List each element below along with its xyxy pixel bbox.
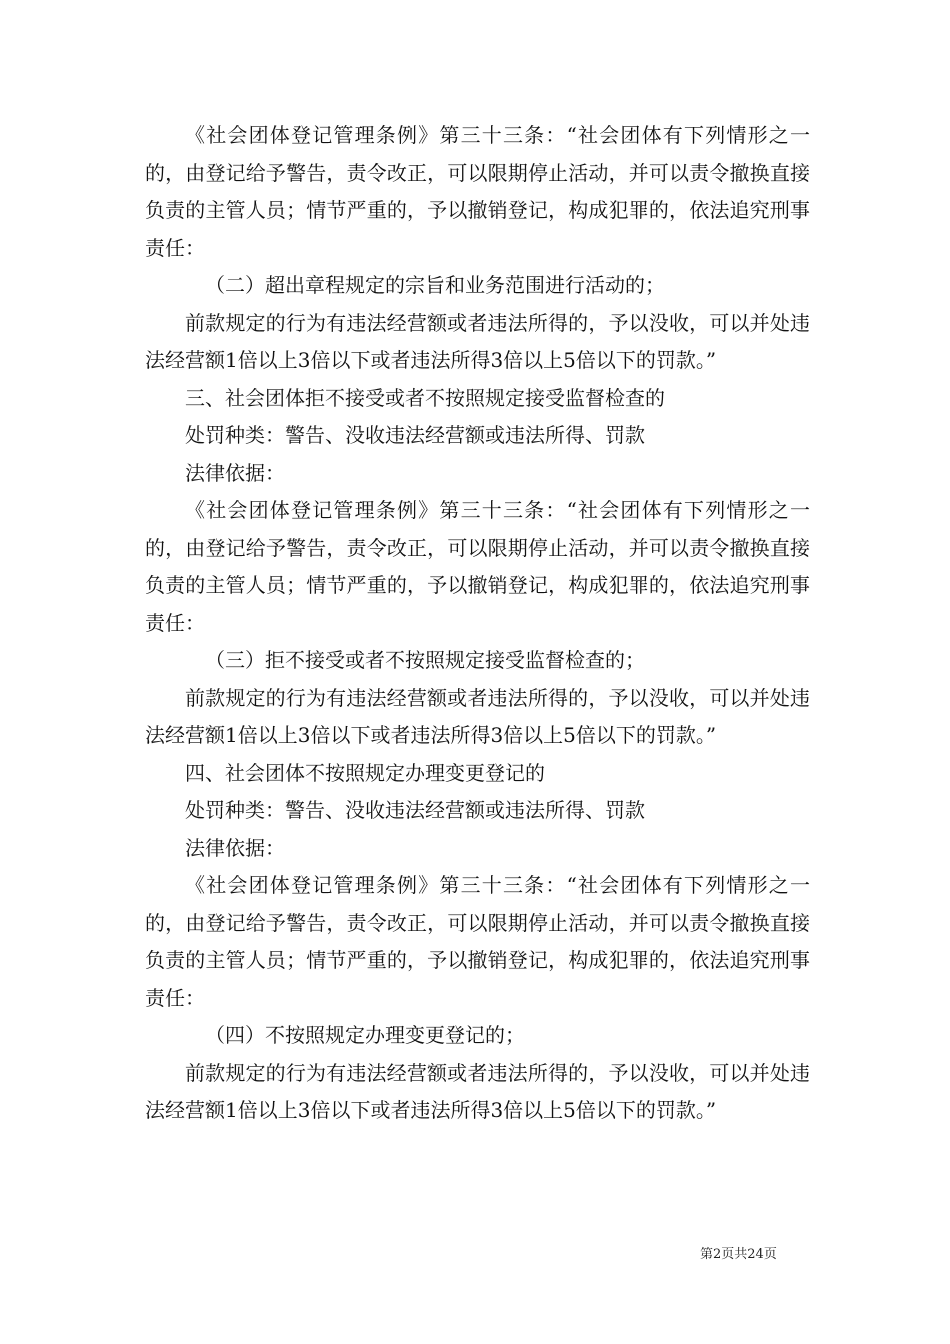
legal-basis-label: 法律依据：	[185, 835, 285, 860]
regulation-quote-paragraph: 《社会团体登记管理条例》第三十三条：“社会团体有下列情形之一的，由登记给予警告，责令改正，可以限期停止活动，并可以责令撤换直接负责的主管人员；情节严重的，予以撤销登记，构成犯罪的，依法追究刑事责任：	[145, 123, 810, 260]
clause-item-paragraph: （二）超出章程规定的宗旨和业务范围进行活动的；	[205, 273, 665, 297]
penalty-paragraph: 前款规定的行为有违法经营额或者违法所得的，予以没收，可以并处违法经营额1倍以上3倍以下或者违法所得3倍以上5倍以下的罚款。”	[145, 310, 810, 372]
regulation-quote-paragraph: 《社会团体登记管理条例》第三十三条：“社会团体有下列情形之一的，由登记给予警告，责令改正，可以限期停止活动，并可以责令撤换直接负责的主管人员；情节严重的，予以撤销登记，构成犯罪的，依法追究刑事责任：	[145, 873, 810, 1010]
penalty-paragraph: 前款规定的行为有违法经营额或者违法所得的，予以没收，可以并处违法经营额1倍以上3倍以下或者违法所得3倍以上5倍以下的罚款。”	[145, 1060, 810, 1122]
regulation-quote-paragraph: 《社会团体登记管理条例》第三十三条：“社会团体有下列情形之一的，由登记给予警告，责令改正，可以限期停止活动，并可以责令撤换直接负责的主管人员；情节严重的，予以撤销登记，构成犯罪的，依法追究刑事责任：	[145, 498, 810, 635]
section-heading: 三、社会团体拒不接受或者不按照规定接受监督检查的	[185, 385, 665, 410]
document-body	[145, 117, 810, 1130]
penalty-paragraph: 前款规定的行为有违法经营额或者违法所得的，予以没收，可以并处违法经营额1倍以上3倍以下或者违法所得3倍以上5倍以下的罚款。”	[145, 685, 810, 747]
clause-item-paragraph: （四）不按照规定办理变更登记的；	[205, 1023, 525, 1047]
page-number-footer: 第2页共24页	[700, 1247, 777, 1262]
penalty-type-line: 处罚种类：警告、没收违法经营额或违法所得、罚款	[185, 798, 645, 822]
legal-basis-label: 法律依据：	[185, 460, 285, 485]
penalty-type-line: 处罚种类：警告、没收违法经营额或违法所得、罚款	[185, 423, 645, 447]
clause-item-paragraph: （三）拒不接受或者不按照规定接受监督检查的；	[205, 648, 645, 672]
section-heading: 四、社会团体不按照规定办理变更登记的	[185, 760, 545, 785]
